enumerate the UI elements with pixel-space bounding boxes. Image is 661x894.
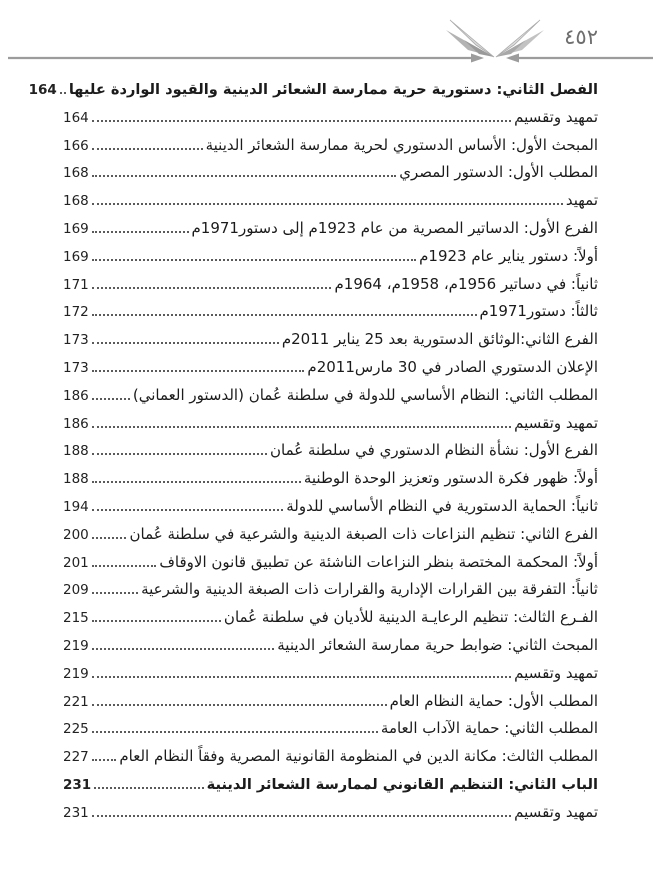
toc-entry-title: ثانياً: في دساتير 1956م، 1958م، 1964م [334,274,598,293]
toc-list [28,76,598,827]
toc-entry-page: 209 [63,582,89,599]
toc-dot-leader [92,648,274,650]
toc-dot-leader [92,620,221,622]
toc-row [63,604,598,632]
toc-entry-page: 168 [63,193,89,210]
toc-row [63,660,598,688]
toc-row [63,743,598,771]
toc-dot-leader [92,509,283,511]
header-rule-right [506,54,653,63]
toc-row [63,576,598,604]
toc-entry-title: المطلب الأول: الدستور المصري [399,163,598,182]
page-header [0,0,661,72]
toc-row [63,382,598,410]
toc-entry-page: 172 [63,304,89,321]
toc-dot-leader [92,314,477,316]
toc-entry-title: الفـرع الثالث: تنظيم الرعايـة الدينية للأديان في سلطنة عُمان [223,608,598,627]
toc-entry-title: تمهيد وتقسيم [514,413,598,432]
toc-dot-leader [92,287,332,289]
toc-row [28,76,598,104]
toc-entry-title: المطلب الثاني: حماية الآداب العامة [380,719,598,738]
toc-dot-leader [92,175,396,177]
toc-dot-leader [92,398,130,400]
toc-entry-title: المطلب الثاني: النظام الأساسي للدولة في سلطنة عُمان (الدستور العماني) [132,385,598,404]
toc-row [63,187,598,215]
toc-dot-leader [92,259,416,261]
toc-row [63,132,598,160]
toc-entry-page: 194 [63,498,89,515]
toc-dot-leader [92,231,189,233]
toc-entry-page: 201 [63,554,89,571]
toc-entry-page: 164 [63,109,89,126]
toc-dot-leader [92,481,301,483]
toc-row [63,521,598,549]
toc-entry-title: أولاً: دستور يناير عام 1923م [419,246,598,265]
toc-dot-leader [92,148,203,150]
toc-entry-page: 231 [63,776,92,793]
toc-row [63,243,598,271]
toc-dot-leader [92,120,511,122]
toc-dot-leader [92,676,511,678]
toc-entry-page: 231 [63,804,89,821]
toc-entry-title: تمهيد [565,191,598,210]
toc-entry-page: 186 [63,415,89,432]
toc-entry-title: الباب الثاني: التنظيم القانوني لممارسة الشعائر الدينية [206,775,598,793]
toc-entry-page: 171 [63,276,89,293]
toc-row [63,799,598,827]
toc-entry-title: الفرع الثاني: تنظيم النزاعات ذات الصبغة الدينية والشرعية في سلطنة عُمان [129,524,598,543]
toc-row [63,549,598,577]
toc-entry-page: 164 [28,82,57,98]
toc-entry-page: 227 [63,749,89,766]
toc-dot-leader [92,342,279,344]
toc-dot-leader [92,426,511,428]
toc-entry-page: 186 [63,387,89,404]
toc-dot-leader [92,453,267,455]
toc-entry-page: 169 [63,248,89,265]
toc-entry-page: 188 [63,471,89,488]
toc-entry-page: 166 [63,137,89,154]
toc-entry-page: 168 [63,165,89,182]
toc-row [63,326,598,354]
toc-entry-title: تمهيد وتقسيم [514,663,598,682]
toc-entry-title: ثانياً: التفرقة بين القرارات الإدارية والقرارات ذات الصبغة الدينية والشرعية [141,580,598,599]
toc-row [63,715,598,743]
toc-dot-leader [92,815,511,817]
toc-row [63,493,598,521]
header-ornament [0,0,661,72]
toc-row [63,354,598,382]
toc-entry-title: الفصل الثاني: دستورية حرية ممارسة الشعائر الدينية والقيود الواردة عليها [68,81,598,98]
toc-entry-title: الفرع الأول: الدساتير المصرية من عام 1923م إلى دستور1971م [191,218,598,237]
toc-entry-title: أولاً: المحكمة المختصة بنظر النزاعات الناشئة عن تطبيق قانون الاوقاف [159,552,598,571]
toc-entry-page: 169 [63,220,89,237]
toc-dot-leader [92,203,563,205]
toc-row [63,465,598,493]
toc-dot-leader [92,759,117,761]
toc-entry-page: 221 [63,693,89,710]
toc-row [63,215,598,243]
toc-row [63,104,598,132]
toc-entry-page: 219 [63,665,89,682]
toc-entry-title: الإعلان الدستوري الصادر في 30 مارس2011م [307,357,598,376]
toc-entry-title: المبحث الثاني: ضوابط حرية ممارسة الشعائر الدينية [277,635,598,654]
toc-row [63,688,598,716]
toc-entry-page: 173 [63,359,89,376]
toc-row [63,771,598,799]
toc-dot-leader [92,592,138,594]
toc-entry-title: المبحث الأول: الأساس الدستوري لحرية ممارسة الشعائر الدينية [205,135,598,154]
toc-entry-page: 200 [63,526,89,543]
toc-entry-page: 215 [63,610,89,627]
header-rule-left [8,54,484,63]
toc-dot-leader [92,565,157,567]
toc-entry-page: 173 [63,332,89,349]
toc-row [63,271,598,299]
toc-entry-title: أولاً: ظهور فكرة الدستور وتعزيز الوحدة الوطنية [303,469,598,488]
toc-entry-page: 219 [63,637,89,654]
toc-entry-page: 188 [63,443,89,460]
toc-dot-leader [92,731,378,733]
toc-dot-leader [60,92,66,94]
toc-entry-title: الفرع الثاني:الوثائق الدستورية بعد 25 يناير 2011م [281,330,598,349]
toc-entry-title: تمهيد وتقسيم [514,802,598,821]
toc-entry-title: ثالثاً: دستور1971م [479,302,598,321]
toc-entry-title: الفرع الأول: نشأة النظام الدستوري في سلطنة عُمان [270,441,598,460]
toc-dot-leader [92,537,127,539]
toc-row [63,159,598,187]
toc-entry-page: 225 [63,721,89,738]
toc-row [63,437,598,465]
header-page-number: ٤٥٢ [564,25,598,49]
toc-entry-title: ثانياً: الحماية الدستورية في النظام الأساسي للدولة [286,496,598,515]
toc-entry-title: المطلب الأول: حماية النظام العام [389,691,598,710]
toc-row [63,632,598,660]
toc-row [63,410,598,438]
toc-dot-leader [92,370,305,372]
toc-entry-title: تمهيد وتقسيم [514,107,598,126]
toc-row [63,298,598,326]
toc-entry-title: المطلب الثالث: مكانة الدين في المنظومة القانونية المصرية وفقاً النظام العام [119,747,598,766]
toc-dot-leader [92,704,387,706]
open-book-icon [446,20,544,57]
toc-dot-leader [94,787,203,789]
